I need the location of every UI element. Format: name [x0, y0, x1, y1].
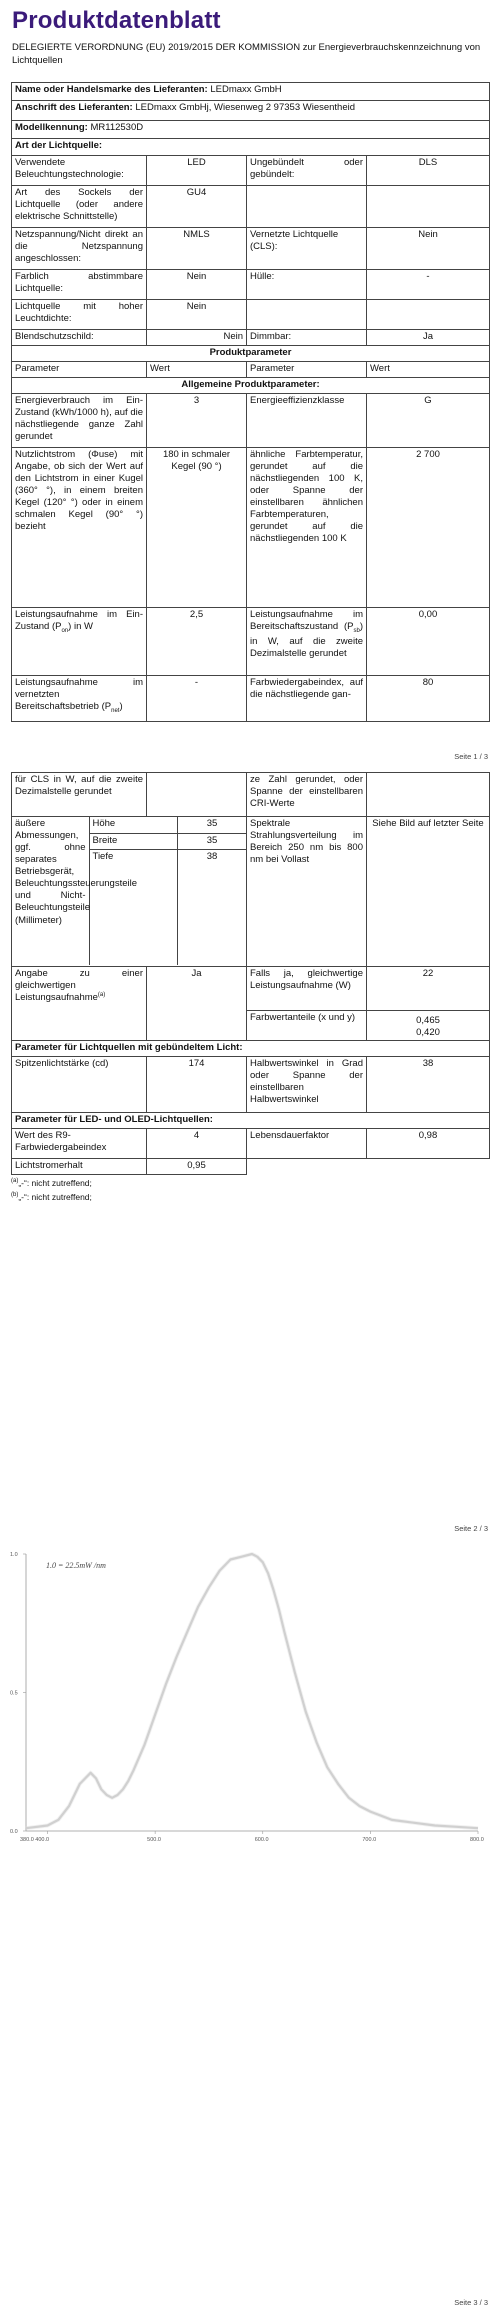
footnote-a: [11, 1178, 92, 1189]
r9-label: Wert des R9-Farbwiedergabeindex: [12, 1129, 147, 1159]
param-value: G: [367, 394, 490, 448]
param-value: -: [147, 676, 247, 722]
x-tick-label: 600.0: [254, 1837, 269, 1843]
x-tick-label: 500.0: [147, 1837, 161, 1843]
continued-label: für CLS in W, auf die zweite Dezimalstelle gerundet: [12, 773, 147, 817]
dimension-value: 35: [178, 817, 247, 833]
lightsource-label: Ungebündelt oder gebündelt:: [247, 156, 367, 186]
param-label: [12, 676, 147, 722]
param-label-text: Leistungsaufnahme im vernetzten Bereitschaftsbetrieb (P: [15, 677, 143, 713]
lightsource-row: [12, 270, 490, 300]
lightsource-value: [367, 300, 490, 330]
bundled-heading: Parameter für Lichtquellen mit gebündeltem Licht:: [12, 1041, 490, 1057]
lightsource-label: Hülle:: [247, 270, 367, 300]
param-value: 2 700: [367, 448, 490, 608]
lightsource-label: Blendschutzschild:: [12, 330, 147, 346]
column-header-row: [12, 362, 490, 378]
lightsource-label: Lichtquelle mit hoher Leuchtdichte:: [12, 300, 147, 330]
general-params-heading: Allgemeine Produktparameter:: [12, 378, 490, 394]
led-heading: Parameter für LED- und OLED-Lichtquellen:: [12, 1113, 490, 1129]
empty-cell: [367, 1159, 490, 1175]
param-label: [247, 608, 367, 676]
lightsource-value: Nein: [147, 300, 247, 330]
lightsource-label: [247, 300, 367, 330]
dimension-value: 38: [206, 850, 218, 862]
chart-annotation: 1.0 = 22.5mW /nm: [46, 1561, 106, 1570]
x-tick-label: 800.0: [470, 1837, 484, 1843]
lightsource-row: [12, 156, 490, 186]
equivalent-value: Ja: [147, 967, 247, 1041]
product-params-heading-row: [12, 346, 490, 362]
param-row: [12, 608, 490, 676]
dimensions-table: [90, 817, 247, 965]
lightsource-row: [12, 300, 490, 330]
dimension-name: Breite: [90, 833, 178, 849]
page-2: [0, 766, 500, 1538]
supplier-address-row: [12, 101, 490, 121]
spectral-distribution-chart: [8, 1546, 484, 1856]
continued-row: [12, 773, 490, 817]
equivalent-label: [12, 967, 147, 1041]
r9-value: 4: [147, 1129, 247, 1159]
footnote-text: „-“: nicht zutreffend;: [18, 1178, 92, 1188]
param-value: 80: [367, 676, 490, 722]
param-value: 0,00: [367, 608, 490, 676]
lightsource-label: Dimmbar:: [247, 330, 367, 346]
lightsource-value: DLS: [367, 156, 490, 186]
lightsource-row: [12, 228, 490, 270]
equivalent-label-text: Angabe zu einer gleichwertigen Leistungsaufnahme: [15, 968, 143, 1004]
param-label: Energieverbrauch im Ein-Zustand (kWh/1000 h), auf die nächstliegende ganze Zahl gerundet: [12, 394, 147, 448]
dimension-name: Höhe: [90, 817, 178, 833]
chromaticity-value: [367, 1011, 490, 1041]
lightsource-label: Vernetzte Lichtquelle (CLS):: [247, 228, 367, 270]
column-header-parameter: Parameter: [247, 362, 367, 378]
lightsource-value: NMLS: [147, 228, 247, 270]
equivalent-power-label: Falls ja, gleichwertige Leistungsaufnahme (W): [247, 967, 367, 1011]
lightsource-value: Nein: [147, 270, 247, 300]
param-row: [12, 676, 490, 722]
footnote-text: „-“: nicht zutreffend;: [18, 1192, 92, 1202]
param-label-text: Leistungsaufnahme im Bereitschaftszustand (P: [250, 609, 363, 633]
lumen-maintenance-value: 0,95: [147, 1159, 247, 1175]
lightsource-value: [367, 186, 490, 228]
param-label-sub: on: [61, 627, 69, 634]
dimensions-layout: [12, 817, 246, 965]
dimension-row: [90, 817, 247, 833]
param-label-text: ) in W, auf die zweite Dezimalstelle gerundet: [250, 621, 363, 659]
dimensions-label: äußere Abmessungen, ggf. ohne separates Betriebsgerät, Beleuchtungssteuerungsteile und Nicht-Beleuchtungsteile (Millimeter): [12, 817, 89, 965]
dimension-row: [90, 833, 247, 849]
param-label: Farbwiedergabeindex, auf die nächstliegende gan-: [247, 676, 367, 722]
dimension-value: 35: [178, 833, 247, 849]
equivalent-power-value: 22: [367, 967, 490, 1011]
bundled-row: [12, 1057, 490, 1113]
chromaticity-y: 0,420: [416, 1026, 440, 1038]
peak-intensity-label: Spitzenlichtstärke (cd): [12, 1057, 147, 1113]
model-value: MR112530D: [90, 122, 144, 133]
spectral-label: Spektrale Strahlungsverteilung im Bereich 250 nm bis 800 nm bei Vollast: [247, 817, 367, 967]
param-row: [12, 394, 490, 448]
footnote-ref: (a): [97, 992, 106, 999]
led-row: [12, 1159, 490, 1175]
column-header-value: Wert: [147, 362, 247, 378]
chromaticity-x: 0,465: [416, 1014, 440, 1026]
lightsource-value: LED: [147, 156, 247, 186]
y-tick-label: 0.5: [10, 1690, 18, 1697]
lightsource-type-heading-row: [12, 139, 490, 156]
spectrum-svg: [8, 1546, 484, 1856]
lightsource-value: Nein: [147, 330, 247, 346]
x-tick-label: 700.0: [362, 1837, 377, 1843]
model-row: [12, 121, 490, 139]
survival-factor-value: 0,98: [367, 1129, 490, 1159]
supplier-name-label: Name oder Handelsmarke des Lieferanten:: [15, 84, 208, 95]
x-tick-label: 380.0 400.0: [20, 1837, 50, 1843]
half-angle-label: Halbwertswinkel in Grad oder Spanne der einstellbaren Halbwertswinkel: [247, 1057, 367, 1113]
dimension-name: Tiefe: [90, 849, 178, 965]
param-label-text: ) in W: [68, 621, 93, 633]
dimensions-row: [12, 817, 490, 967]
page-number: Seite 1 / 3: [454, 752, 488, 761]
lightsource-value: Nein: [367, 228, 490, 270]
param-label-sub: net: [111, 708, 120, 715]
param-label: [12, 608, 147, 676]
lightsource-row: [12, 330, 490, 346]
lightsource-label: Netzspannung/Nicht direkt an die Netzspannung angeschlossen:: [12, 228, 147, 270]
page-1: [0, 0, 500, 766]
footnote-mark: (a): [11, 1178, 19, 1185]
lightsource-label: Art des Sockels der Lichtquelle (oder andere elektrische Schnittstelle): [12, 186, 147, 228]
y-tick-label: 1.0: [10, 1552, 18, 1558]
document-title: Produktdatenblatt: [12, 7, 221, 34]
dimension-row: [90, 849, 247, 965]
empty-cell: [367, 773, 490, 817]
page-number: Seite 3 / 3: [454, 2298, 488, 2307]
spectrum-series-glow: [26, 1554, 478, 1828]
led-row: [12, 1129, 490, 1159]
lightsource-label: Verwendete Beleuchtungstechnologie:: [12, 156, 147, 186]
param-label-text: ): [119, 701, 123, 713]
document-subtitle: DELEGIERTE VERORDNUNG (EU) 2019/2015 DER KOMMISSION zur Energieverbrauchskennzeichnung von Lichtquellen: [12, 42, 481, 66]
param-value: 3: [147, 394, 247, 448]
led-heading-row: [12, 1113, 490, 1129]
y-tick-label: 0.0: [10, 1829, 18, 1835]
spectral-value: Siehe Bild auf letzter Seite: [367, 817, 490, 967]
column-header-parameter: Parameter: [12, 362, 147, 378]
param-value: 180 in schmaler Kegel (90 °): [147, 448, 247, 608]
param-label: Energieeffizienzklasse: [247, 394, 367, 448]
footnote-b: [11, 1192, 92, 1203]
datasheet-table-page1: [11, 82, 490, 722]
column-header-value: Wert: [367, 362, 490, 378]
lightsource-label: Farblich abstimmbare Lichtquelle:: [12, 270, 147, 300]
page-3: [0, 1538, 500, 2314]
param-label: Nutzlichtstrom (Φuse) mit Angabe, ob sich der Wert auf den Lichtstrom in einer Kugel (360° °), in einem breiten Kegel (120° °) oder in einem schmalen Kegel (90° °) bezieht: [12, 448, 147, 608]
supplier-name-row: [12, 83, 490, 101]
dimensions-values-cell: [89, 817, 246, 965]
lightsource-value: -: [367, 270, 490, 300]
lightsource-value: GU4: [147, 186, 247, 228]
param-value: 2,5: [147, 608, 247, 676]
footnote-mark: (b): [11, 1192, 19, 1199]
general-params-heading-row: [12, 378, 490, 394]
half-angle-value: 38: [367, 1057, 490, 1113]
equivalent-power-row: [12, 967, 490, 1011]
param-label-sub: sb: [353, 627, 360, 634]
peak-intensity-value: 174: [147, 1057, 247, 1113]
lightsource-row: [12, 186, 490, 228]
page-number: Seite 2 / 3: [454, 1524, 488, 1533]
lightsource-value: Ja: [367, 330, 490, 346]
lightsource-type-heading: Art der Lichtquelle:: [12, 139, 490, 156]
continued-label: ze Zahl gerundet, oder Spanne der einstellbaren CRI-Werte: [247, 773, 367, 817]
chromaticity-label: Farbwertanteile (x und y): [247, 1011, 367, 1041]
supplier-name-value: LEDmaxx GmbH: [210, 84, 282, 95]
param-label: ähnliche Farbtemperatur, gerundet auf die nächstliegenden 100 K, oder Spanne der einstellbaren ähnlichen Farbtemperaturen, gerundet auf die nächstliegenden 100 K: [247, 448, 367, 608]
lightsource-label: [247, 186, 367, 228]
empty-cell: [247, 1159, 367, 1175]
supplier-address-label: Anschrift des Lieferanten:: [15, 102, 133, 113]
datasheet-table-page2: [11, 772, 490, 1175]
empty-cell: [147, 773, 247, 817]
dimensions-cell: [12, 817, 247, 967]
spectrum-series-line: [26, 1554, 478, 1828]
product-params-heading: Produktparameter: [12, 346, 490, 362]
model-label: Modellkennung:: [15, 122, 88, 133]
param-label-text: Leistungsaufnahme im Ein-Zustand (P: [15, 609, 143, 633]
lumen-maintenance-label: Lichtstromerhalt: [12, 1159, 147, 1175]
bundled-heading-row: [12, 1041, 490, 1057]
param-row: [12, 448, 490, 608]
supplier-address-value: LEDmaxx GmbHj, Wiesenweg 2 97353 Wiesentheid: [135, 102, 356, 113]
survival-factor-label: Lebensdauerfaktor: [247, 1129, 367, 1159]
